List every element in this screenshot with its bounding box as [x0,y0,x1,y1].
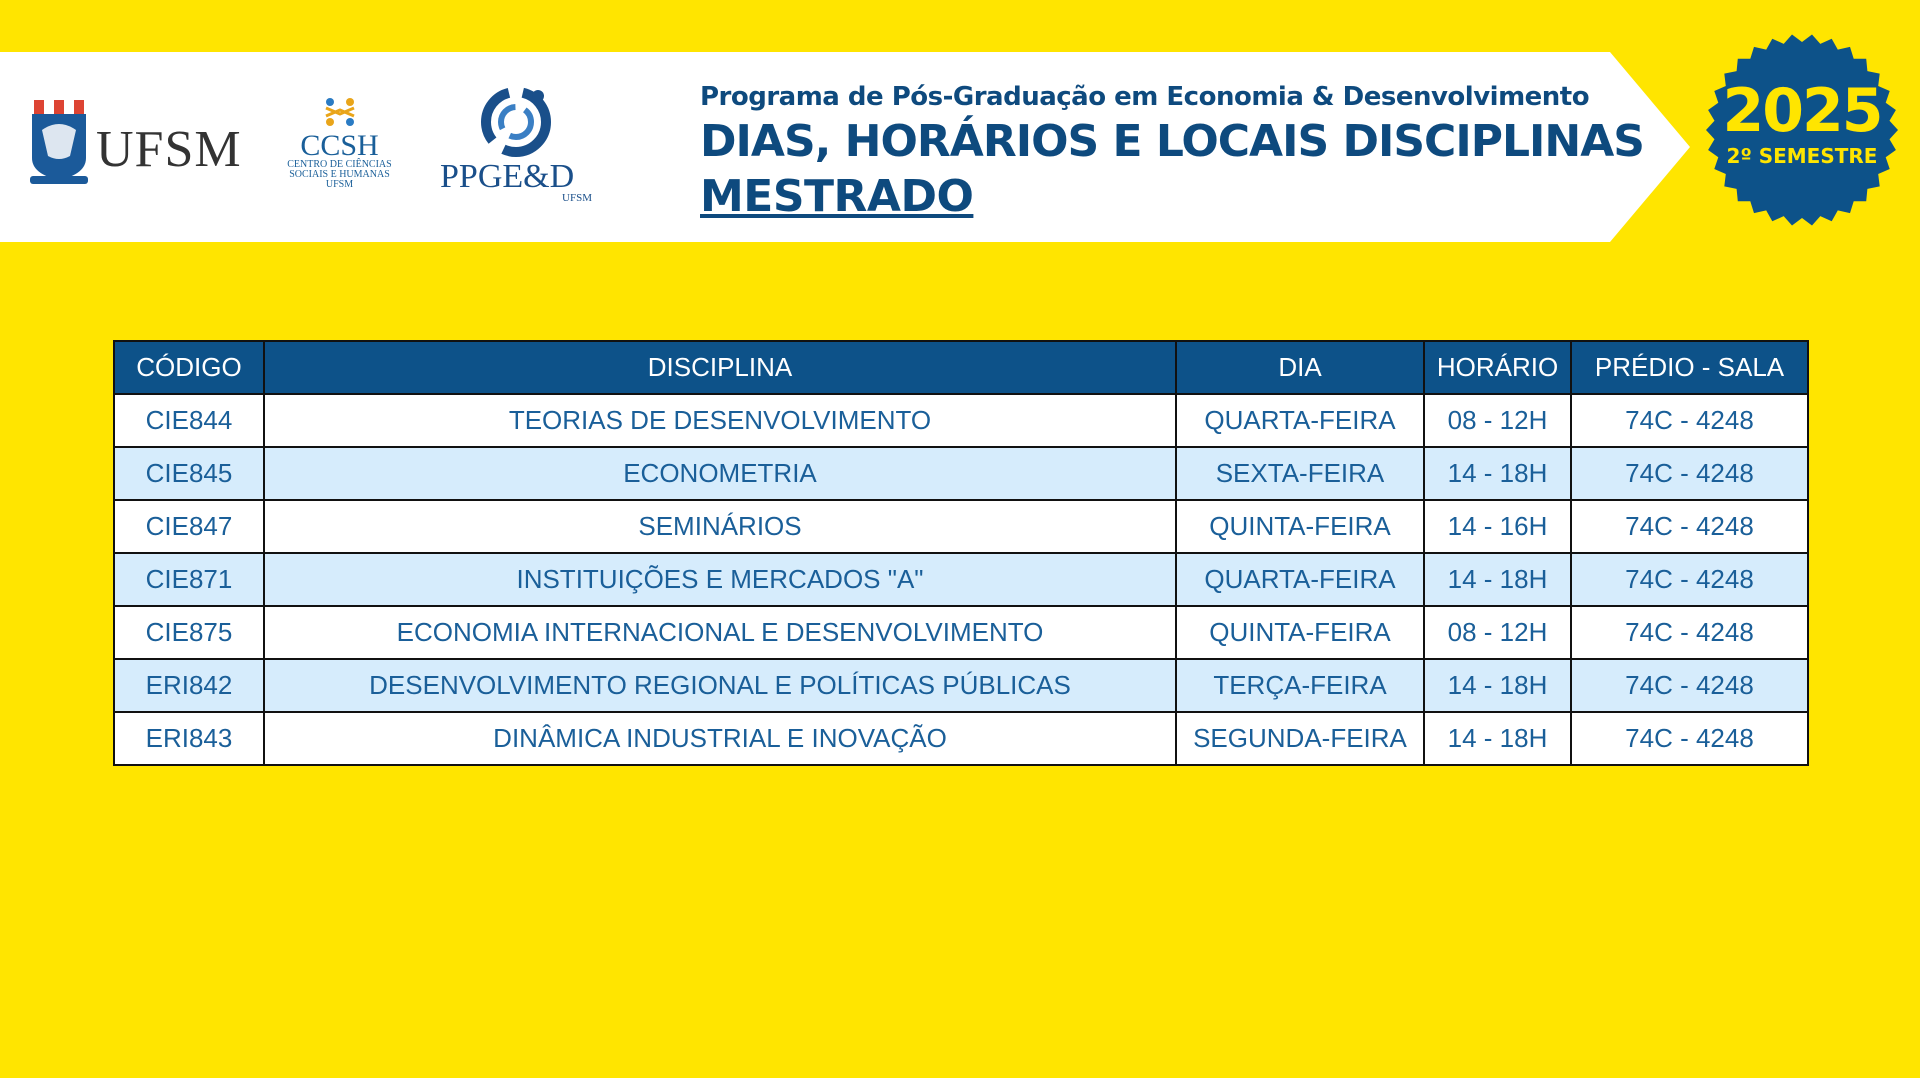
semester-badge [1704,32,1900,228]
cell-code: CIE871 [114,553,264,606]
cell-room: 74C - 4248 [1571,606,1808,659]
cell-course: ECONOMIA INTERNACIONAL E DESENVOLVIMENTO [264,606,1176,659]
cell-course: DESENVOLVIMENTO REGIONAL E POLÍTICAS PÚBLICAS [264,659,1176,712]
cell-course: DINÂMICA INDUSTRIAL E INOVAÇÃO [264,712,1176,765]
ppged-logo-text: PPGE&D [440,158,575,195]
ppged-logo [436,86,596,206]
title-block [700,82,1644,222]
cell-room: 74C - 4248 [1571,553,1808,606]
cell-day: SEGUNDA-FEIRA [1176,712,1424,765]
ufsm-crest-icon [30,100,88,186]
cell-room: 74C - 4248 [1571,394,1808,447]
header-disciplina: DISCIPLINA [264,341,1176,394]
cell-code: CIE875 [114,606,264,659]
cell-day: QUINTA-FEIRA [1176,500,1424,553]
badge-year: 2025 [1722,76,1882,146]
cell-course: SEMINÁRIOS [264,500,1176,553]
ccsh-logo [272,92,407,204]
table-row [114,606,1808,659]
cell-day: QUARTA-FEIRA [1176,553,1424,606]
ppged-swirl-icon [476,86,556,158]
header-dia: DIA [1176,341,1424,394]
schedule-table [113,340,1809,766]
ppged-logo-subtext: UFSM [562,192,592,204]
ccsh-subtitle-1: CENTRO DE CIÊNCIAS [287,159,392,170]
cell-code: CIE844 [114,394,264,447]
table-row [114,500,1808,553]
ccsh-logo-text: CCSH [300,129,379,162]
cell-time: 08 - 12H [1424,606,1571,659]
table-row [114,447,1808,500]
page-subtitle: MESTRADO [700,171,974,222]
table-row [114,659,1808,712]
ccsh-subtitle-2: SOCIAIS E HUMANAS [289,169,390,180]
cell-time: 14 - 18H [1424,659,1571,712]
cell-code: CIE845 [114,447,264,500]
cell-code: ERI842 [114,659,264,712]
header-codigo: CÓDIGO [114,341,264,394]
table-row [114,553,1808,606]
cell-time: 14 - 18H [1424,447,1571,500]
cell-day: SEXTA-FEIRA [1176,447,1424,500]
cell-time: 14 - 16H [1424,500,1571,553]
cell-code: ERI843 [114,712,264,765]
ufsm-logo [30,100,250,190]
page-title: DIAS, HORÁRIOS E LOCAIS DISCIPLINAS [700,116,1644,167]
cell-room: 74C - 4248 [1571,659,1808,712]
cell-course: ECONOMETRIA [264,447,1176,500]
ufsm-logo-text: UFSM [96,121,242,178]
cell-time: 14 - 18H [1424,553,1571,606]
ccsh-mark-icon [320,92,360,132]
cell-course: INSTITUIÇÕES E MERCADOS "A" [264,553,1176,606]
header-horario: HORÁRIO [1424,341,1571,394]
cell-time: 14 - 18H [1424,712,1571,765]
table-row [114,394,1808,447]
badge-semester: 2º SEMESTRE [1726,144,1878,168]
cell-day: QUINTA-FEIRA [1176,606,1424,659]
cell-day: TERÇA-FEIRA [1176,659,1424,712]
table-row [114,712,1808,765]
cell-room: 74C - 4248 [1571,447,1808,500]
cell-room: 74C - 4248 [1571,712,1808,765]
cell-code: CIE847 [114,500,264,553]
program-name: Programa de Pós-Graduação em Economia & Desenvolvimento [700,82,1590,112]
header-predio-sala: PRÉDIO - SALA [1571,341,1808,394]
cell-course: TEORIAS DE DESENVOLVIMENTO [264,394,1176,447]
cell-day: QUARTA-FEIRA [1176,394,1424,447]
ccsh-subtitle-3: UFSM [325,179,354,190]
table-header-row [114,341,1808,394]
cell-room: 74C - 4248 [1571,500,1808,553]
cell-time: 08 - 12H [1424,394,1571,447]
